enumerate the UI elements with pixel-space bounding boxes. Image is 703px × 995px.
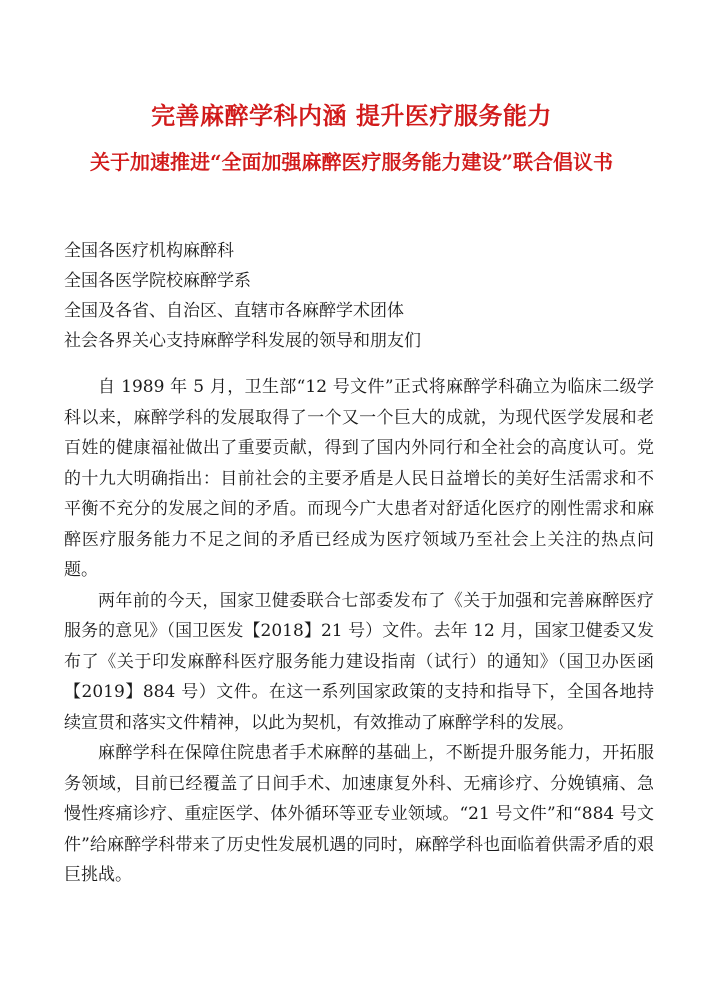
recipient-line: 全国各医学院校麻醉学系: [64, 271, 251, 291]
body-paragraph: 两年前的今天，国家卫健委联合七部委发布了《关于加强和完善麻醉医疗服务的意见》（国卫医发【2018】21 号）文件。去年 12 月，国家卫健委又发布了《关于印发麻醉科医疗服务能力建设指南（试行）的通知》（国卫办医函【2019】884 号）文件。在这一系列国家政策的支持和指导下，全国各地持续宣贯和落实文件精神，以此为契机，有效推动了麻醉学科的发展。: [64, 590, 654, 733]
body-text: [64, 372, 654, 891]
document-subtitle: 关于加速推进“全面加强麻醉医疗服务能力建设”联合倡议书: [89, 150, 613, 174]
document-title: 完善麻醉学科内涵 提升医疗服务能力: [151, 101, 552, 130]
body-paragraph: 麻醉学科在保障住院患者手术麻醉的基础上，不断提升服务能力，开拓服务领域，目前已经覆盖了日间手术、加速康复外科、无痛诊疗、分娩镇痛、急慢性疼痛诊疗、重症医学、体外循环等亚专业领域。“21 号文件”和“884 号文件”给麻醉学科带来了历史性发展机遇的同时，麻醉学科也面临着供需矛盾的艰巨挑战。: [64, 743, 654, 885]
body-paragraph: 自 1989 年 5 月，卫生部“12 号文件”正式将麻醉学科确立为临床二级学科以来，麻醉学科的发展取得了一个又一个巨大的成就，为现代医学发展和老百姓的健康福祉做出了重要贡献，得到了国内外同行和全社会的高度认可。党的十九大明确指出：目前社会的主要矛盾是人民日益增长的美好生活需求和不平衡不充分的发展之间的矛盾。而现今广大患者对舒适化医疗的刚性需求和麻醉医疗服务能力不足之间的矛盾已经成为医疗领域乃至社会上关注的热点问题。: [64, 377, 654, 580]
recipient-line: 全国各医疗机构麻醉科: [64, 241, 234, 261]
recipient-line: 社会各界关心支持麻醉学科发展的领导和朋友们: [64, 331, 421, 351]
recipient-list: [64, 236, 644, 356]
recipient-line: 全国及各省、自治区、直辖市各麻醉学术团体: [64, 301, 404, 321]
